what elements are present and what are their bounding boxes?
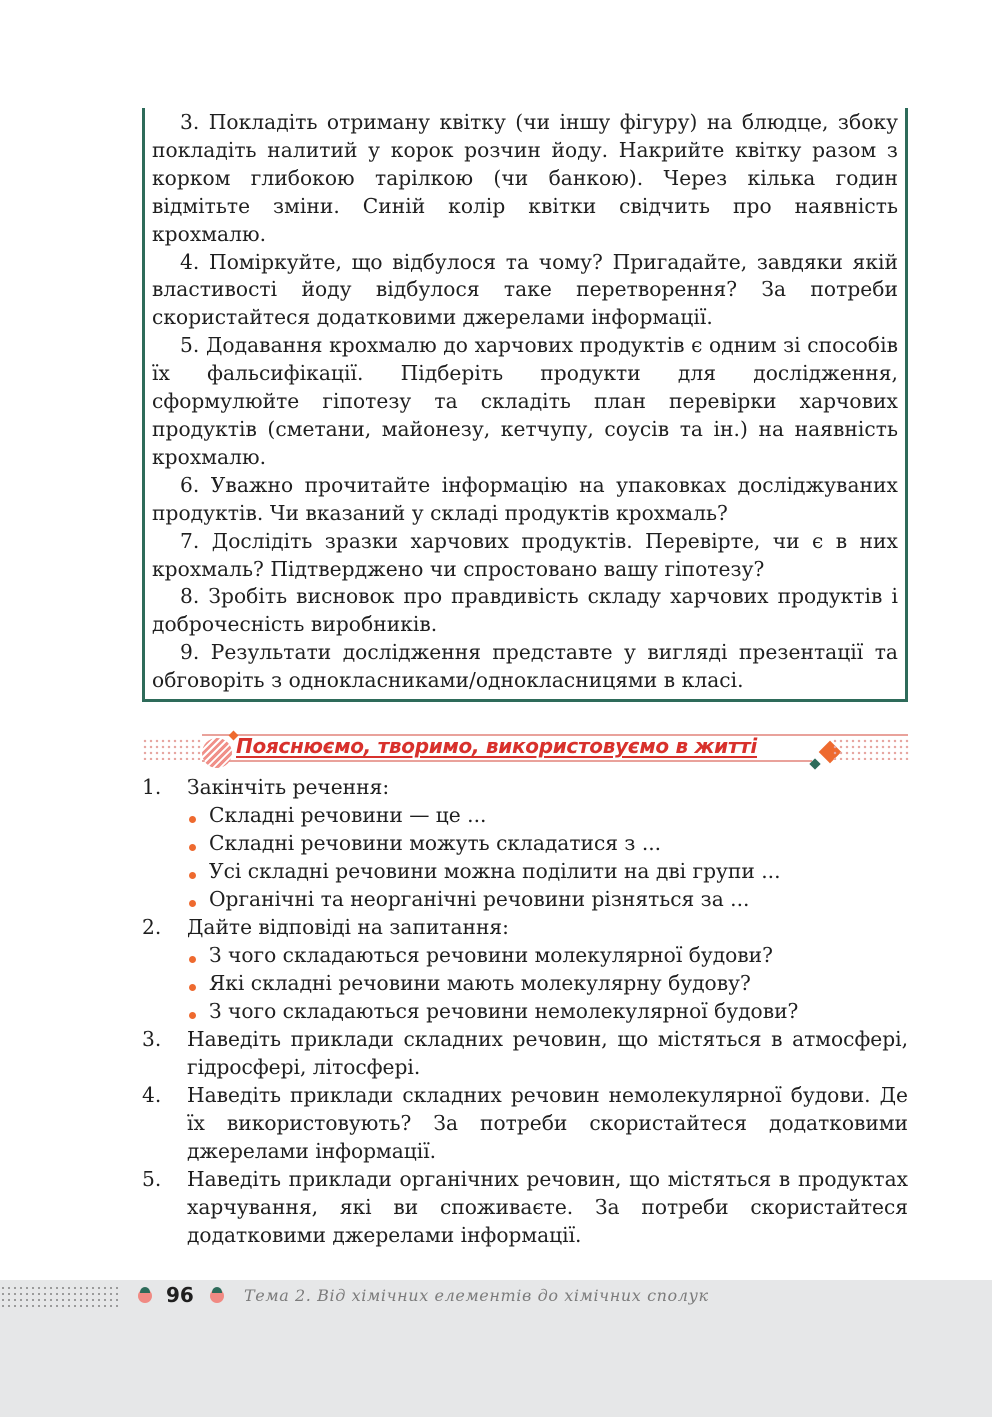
question-item — [142, 1165, 908, 1249]
question-text: Наведіть приклади органічних речовин, що містяться в продуктах харчування, які ви споживаєте. За потреби скористайтеся додатковими джерелами інформації. — [187, 1167, 908, 1247]
footer-dots-decoration — [0, 1285, 122, 1309]
question-text: Наведіть приклади складних речовин немолекулярної будови. Де їх використовують? За потреби скористайтеся додатковими джерелами інформації. — [187, 1083, 908, 1163]
question-text: Наведіть приклади складних речовин, що містяться в атмосфері, гідросфері, літосфері. — [187, 1027, 908, 1079]
question-item — [142, 1081, 908, 1165]
bullet-item: З чого складаються речовини молекулярної будови? — [187, 941, 908, 969]
bullet-list — [187, 801, 908, 913]
question-text: Дайте відповіді на запитання: — [187, 915, 509, 939]
bullet-item: Органічні та неорганічні речовини різняться за ... — [187, 885, 908, 913]
step-paragraph-9: 9. Результати дослідження представте у вигляді презентації та обговоріть з однокласниками/однокласницями в класі. — [152, 640, 898, 693]
question-number: 3. — [142, 1027, 162, 1051]
step-paragraph-3: 3. Покладіть отриману квітку (чи іншу фігуру) на блюдце, збоку покладіть налитий у корок розчин йоду. Накрийте квітку разом з корком глибокою тарілкою (чи банкою). Через кілька годин відмітьте зміни. Синій колір квітки свідчить про наявність крохмалю. — [152, 110, 898, 246]
footer-bullet-icon — [210, 1289, 224, 1303]
step-paragraph-8: 8. Зробіть висновок про правдивість складу харчових продуктів і доброчесність виробників. — [152, 584, 898, 637]
bullet-item: Які складні речовини мають молекулярну будову? — [187, 969, 908, 997]
question-text: Закінчіть речення: — [187, 775, 390, 799]
heading-rule-bottom — [202, 760, 812, 762]
bullet-item: З чого складаються речовини немолекулярної будови? — [187, 997, 908, 1025]
bullet-item: Усі складні речовини можна поділити на дві групи ... — [187, 857, 908, 885]
section-title: Пояснюємо, творимо, використовуємо в житті — [236, 734, 757, 758]
running-head: Тема 2. Від хімічних елементів до хімічних сполук — [244, 1286, 709, 1305]
question-number: 1. — [142, 775, 162, 799]
question-item — [142, 913, 908, 1025]
bullet-item: Складні речовини — це ... — [187, 801, 908, 829]
bullet-item: Складні речовини можуть складатися з ... — [187, 829, 908, 857]
question-list — [142, 773, 908, 1249]
step-paragraph-7: 7. Дослідіть зразки харчових продуктів. Перевірте, чи є в них крохмаль? Підтверджено чи спростовано вашу гіпотезу? — [152, 528, 898, 581]
experiment-steps-box — [142, 108, 908, 702]
step-paragraph-6: 6. Уважно прочитайте інформацію на упаковках досліджуваних продуктів. Чи вказаний у складі продуктів крохмаль? — [152, 472, 898, 525]
page-number: 96 — [166, 1283, 194, 1307]
page-footer — [0, 1280, 992, 1417]
decorative-dots-right — [832, 738, 910, 760]
bullet-list — [187, 941, 908, 1025]
footer-bullet-icon — [138, 1289, 152, 1303]
striped-circle-icon — [202, 738, 232, 768]
question-number: 5. — [142, 1167, 162, 1191]
question-number: 2. — [142, 915, 162, 939]
step-paragraph-5: 5. Додавання крохмалю до харчових продуктів є одним зі способів їх фальсифікації. Підберіть продукти для дослідження, сформулюйте гіпотезу та складіть план перевірки харчових продуктів (сметани, майонезу, кетчупу, соусів та ін.) на наявність крохмалю. — [152, 333, 898, 469]
question-item — [142, 773, 908, 913]
decorative-dots-left — [142, 738, 202, 760]
step-paragraph-4: 4. Поміркуйте, що відбулося та чому? Пригадайте, завдяки якій властивості йоду відбулося таке перетворення? За потреби скористайтеся додатковими джерелами інформації. — [152, 249, 898, 330]
question-number: 4. — [142, 1083, 162, 1107]
section-heading — [142, 728, 910, 770]
question-item — [142, 1025, 908, 1081]
